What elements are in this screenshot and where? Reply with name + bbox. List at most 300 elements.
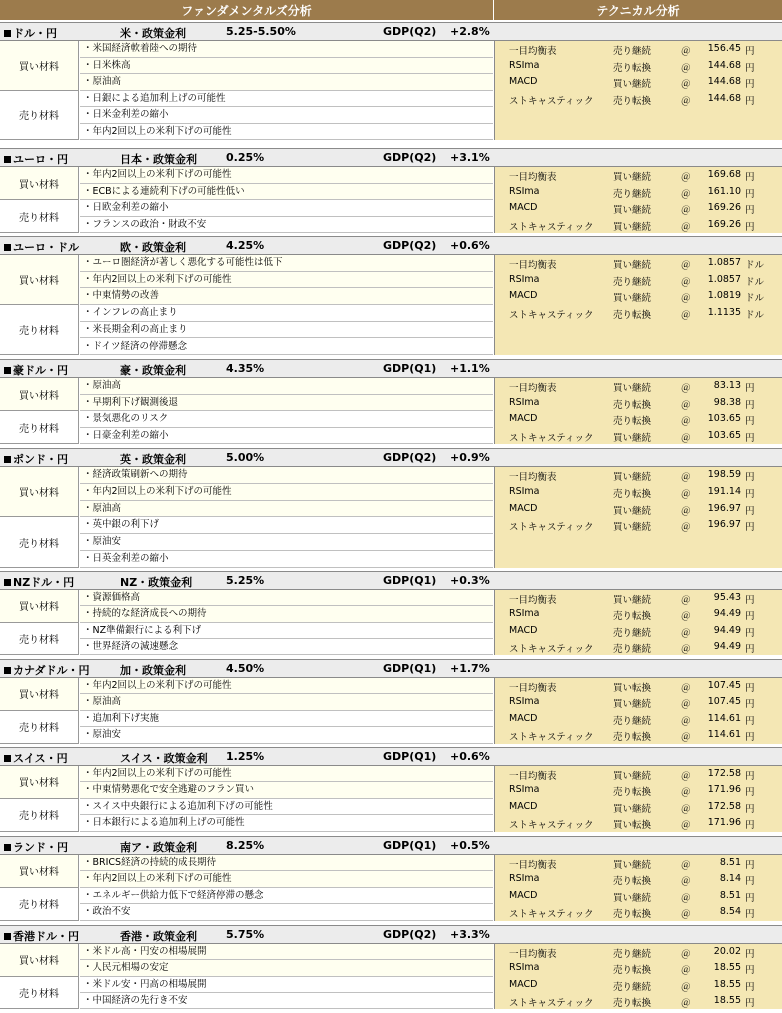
price-value: 95.43 bbox=[713, 592, 741, 603]
gdp-value: +1.1% bbox=[450, 362, 490, 375]
section-body bbox=[0, 855, 782, 921]
sell-factor-item: ・日米金利差の縮小 bbox=[80, 107, 493, 124]
sell-factor-item: ・中国経済の先行き不安 bbox=[80, 993, 493, 1009]
gdp-label: GDP(Q1) bbox=[383, 574, 437, 587]
price-value: 196.97 bbox=[707, 519, 741, 531]
technical-row bbox=[495, 946, 782, 962]
buy-factor-item: ・原油高 bbox=[80, 501, 493, 518]
indicator-name: RSIma bbox=[509, 784, 540, 796]
price-unit: 円 bbox=[745, 221, 755, 233]
indicator-name: ストキャスティック bbox=[509, 432, 594, 444]
at-symbol: ＠ bbox=[681, 62, 691, 74]
policy-rate-value: 5.25-5.50% bbox=[226, 25, 296, 38]
gdp-value: +2.8% bbox=[450, 25, 490, 38]
buy-factor-item: ・年内2回以上の米利下げの可能性 bbox=[80, 484, 493, 501]
price-unit: 円 bbox=[745, 771, 755, 782]
square-bullet-icon bbox=[4, 244, 11, 251]
price-value: 161.10 bbox=[707, 185, 741, 197]
policy-rate-value: 4.35% bbox=[226, 362, 265, 375]
indicator-name: ストキャスティック bbox=[509, 732, 594, 744]
price-unit: 円 bbox=[745, 488, 755, 500]
square-bullet-icon bbox=[4, 579, 11, 586]
policy-rate-value: 5.25% bbox=[226, 574, 265, 587]
at-symbol: ＠ bbox=[681, 732, 691, 744]
technical-row bbox=[495, 962, 782, 978]
sell-factor-item: ・日銀による追加利上げの可能性 bbox=[80, 91, 493, 108]
policy-rate-value: 4.50% bbox=[226, 662, 265, 675]
signal-status: 売り継続 bbox=[613, 627, 652, 639]
signal-status: 売り転換 bbox=[613, 965, 652, 977]
indicator-name: MACD bbox=[509, 413, 538, 424]
buy-factor-item: ・持続的な経済成長への期待 bbox=[80, 606, 493, 622]
price-value: 18.55 bbox=[713, 978, 741, 990]
currency-pair: 香港ドル・円 bbox=[4, 928, 79, 944]
buy-factor-item: ・原油高 bbox=[80, 694, 493, 710]
sell-factors-label: 売り材料 bbox=[0, 623, 79, 656]
section-header bbox=[0, 359, 782, 378]
sell-factors-label: 売り材料 bbox=[0, 517, 79, 567]
gdp-value: +0.9% bbox=[450, 451, 490, 464]
currency-section bbox=[0, 236, 782, 355]
indicator-name: RSIma bbox=[509, 485, 540, 497]
price-unit: 円 bbox=[745, 860, 755, 871]
technical-row bbox=[495, 729, 782, 745]
gdp-label: GDP(Q2) bbox=[383, 239, 437, 252]
signal-status: 買い継続 bbox=[613, 892, 652, 904]
technical-panel bbox=[494, 678, 782, 744]
currency-pair: NZドル・円 bbox=[4, 574, 74, 590]
price-unit: ドル bbox=[745, 310, 765, 322]
at-symbol: ＠ bbox=[681, 221, 691, 233]
signal-status: 買い継続 bbox=[613, 172, 652, 183]
buy-factors-label: 買い材料 bbox=[0, 766, 79, 799]
technical-row bbox=[495, 274, 782, 290]
sell-factor-item: ・日欧金利差の縮小 bbox=[80, 200, 493, 217]
currency-pair: ユーロ・円 bbox=[4, 151, 68, 167]
policy-rate-value: 4.25% bbox=[226, 239, 265, 252]
currency-section bbox=[0, 925, 782, 1009]
gdp-value: +3.1% bbox=[450, 151, 490, 164]
sell-factor-item: ・米長期金利の高止まり bbox=[80, 322, 493, 339]
signal-status: 買い転換 bbox=[613, 820, 652, 832]
indicator-name: 一目均衡表 bbox=[509, 949, 557, 960]
gdp-value: +0.6% bbox=[450, 750, 490, 763]
at-symbol: ＠ bbox=[681, 205, 691, 216]
signal-status: 買い継続 bbox=[613, 505, 652, 517]
price-value: 94.49 bbox=[713, 624, 741, 636]
indicator-name: RSIma bbox=[509, 962, 540, 974]
signal-status: 売り継続 bbox=[613, 276, 652, 288]
policy-rate-value: 1.25% bbox=[226, 750, 265, 763]
at-symbol: ＠ bbox=[681, 432, 691, 444]
sell-factor-item: ・ドイツ経済の停滞懸念 bbox=[80, 339, 493, 356]
square-bullet-icon bbox=[4, 456, 11, 463]
sell-factors-label: 売り材料 bbox=[0, 711, 79, 744]
buy-factor-item: ・米ドル高・円安の相場展開 bbox=[80, 944, 493, 960]
price-unit: 円 bbox=[745, 611, 755, 623]
indicator-name: 一目均衡表 bbox=[509, 860, 557, 871]
price-unit: 円 bbox=[745, 949, 755, 960]
at-symbol: ＠ bbox=[681, 416, 691, 427]
buy-factor-item: ・米国経済軟着陸への期待 bbox=[80, 41, 493, 58]
gdp-value: +3.3% bbox=[450, 928, 490, 941]
sell-factor-item: ・日本銀行による追加利上げの可能性 bbox=[80, 815, 493, 831]
at-symbol: ＠ bbox=[681, 172, 691, 183]
at-symbol: ＠ bbox=[681, 310, 691, 322]
buy-factor-item: ・人民元相場の安定 bbox=[80, 960, 493, 976]
currency-pair: 豪ドル・円 bbox=[4, 362, 68, 378]
section-header bbox=[0, 836, 782, 855]
technical-row bbox=[495, 93, 782, 109]
sell-factor-item: ・原油安 bbox=[80, 534, 493, 551]
technical-row bbox=[495, 857, 782, 873]
price-value: 171.96 bbox=[707, 817, 741, 829]
technical-row bbox=[495, 169, 782, 185]
technical-row bbox=[495, 380, 782, 396]
sell-factors-label: 売り材料 bbox=[0, 977, 79, 1010]
section-header bbox=[0, 236, 782, 255]
sell-factors-label: 売り材料 bbox=[0, 200, 79, 233]
technical-row bbox=[495, 680, 782, 696]
indicator-name: ストキャスティック bbox=[509, 522, 594, 534]
section-body bbox=[0, 590, 782, 655]
technical-row bbox=[495, 801, 782, 817]
technical-row bbox=[495, 486, 782, 502]
technical-row bbox=[495, 890, 782, 906]
buy-factors-label: 買い材料 bbox=[0, 378, 79, 411]
price-unit: 円 bbox=[745, 95, 755, 107]
section-body bbox=[0, 378, 782, 444]
price-value: 172.58 bbox=[707, 768, 741, 779]
technical-row bbox=[495, 257, 782, 273]
buy-factor-item: ・中東情勢悪化で安全逃避のフラン買い bbox=[80, 782, 493, 798]
currency-pair: ユーロ・ドル bbox=[4, 239, 79, 255]
price-value: 172.58 bbox=[707, 800, 741, 812]
price-unit: 円 bbox=[745, 820, 755, 832]
indicator-name: 一目均衡表 bbox=[509, 260, 557, 271]
sell-factor-item: ・米ドル安・円高の相場展開 bbox=[80, 977, 493, 993]
price-unit: 円 bbox=[745, 909, 755, 921]
buy-factors-label: 買い材料 bbox=[0, 41, 79, 91]
indicator-name: ストキャスティック bbox=[509, 221, 594, 233]
technical-row bbox=[495, 979, 782, 995]
price-value: 169.26 bbox=[707, 202, 741, 213]
price-value: 103.65 bbox=[707, 429, 741, 441]
indicator-name: 一目均衡表 bbox=[509, 172, 557, 183]
gdp-value: +1.7% bbox=[450, 662, 490, 675]
price-value: 18.55 bbox=[713, 962, 741, 974]
price-unit: 円 bbox=[745, 876, 755, 888]
technical-row bbox=[495, 202, 782, 218]
price-value: 156.45 bbox=[707, 43, 741, 54]
buy-factor-item: ・原油高 bbox=[80, 74, 493, 91]
policy-rate-name: 豪・政策金利 bbox=[120, 364, 186, 377]
gdp-label: GDP(Q2) bbox=[383, 151, 437, 164]
at-symbol: ＠ bbox=[681, 643, 691, 655]
price-value: 196.97 bbox=[707, 502, 741, 514]
indicator-name: 一目均衡表 bbox=[509, 595, 557, 606]
sell-factor-item: ・フランスの政治・財政不安 bbox=[80, 217, 493, 234]
at-symbol: ＠ bbox=[681, 595, 691, 606]
signal-status: 売り転換 bbox=[613, 488, 652, 500]
signal-status: 買い継続 bbox=[613, 771, 652, 782]
indicator-name: ストキャスティック bbox=[509, 95, 594, 107]
buy-factors-label: 買い材料 bbox=[0, 255, 79, 305]
indicator-name: 一目均衡表 bbox=[509, 771, 557, 782]
technical-row bbox=[495, 307, 782, 323]
price-value: 171.96 bbox=[707, 784, 741, 796]
sell-factor-item: ・景気悪化のリスク bbox=[80, 411, 493, 428]
section-body bbox=[0, 944, 782, 1009]
currency-section bbox=[0, 659, 782, 744]
indicator-name: RSIma bbox=[509, 273, 540, 285]
technical-row bbox=[495, 784, 782, 800]
signal-status: 売り継続 bbox=[613, 46, 652, 57]
gdp-label: GDP(Q2) bbox=[383, 451, 437, 464]
signal-status: 売り転換 bbox=[613, 909, 652, 921]
at-symbol: ＠ bbox=[681, 997, 691, 1009]
at-symbol: ＠ bbox=[681, 399, 691, 411]
price-unit: ドル bbox=[745, 276, 765, 288]
indicator-name: 一目均衡表 bbox=[509, 683, 557, 694]
technical-row bbox=[495, 503, 782, 519]
price-unit: 円 bbox=[745, 188, 755, 200]
currency-section bbox=[0, 148, 782, 233]
gdp-label: GDP(Q2) bbox=[383, 25, 437, 38]
price-unit: 円 bbox=[745, 643, 755, 655]
gdp-label: GDP(Q1) bbox=[383, 662, 437, 675]
sell-factors-label: 売り材料 bbox=[0, 411, 79, 444]
price-value: 103.65 bbox=[707, 413, 741, 424]
sell-factors-label: 売り材料 bbox=[0, 305, 79, 355]
at-symbol: ＠ bbox=[681, 860, 691, 871]
price-unit: 円 bbox=[745, 522, 755, 534]
indicator-name: RSIma bbox=[509, 696, 540, 708]
price-unit: 円 bbox=[745, 981, 755, 993]
signal-status: 売り転換 bbox=[613, 310, 652, 322]
price-value: 107.45 bbox=[707, 680, 741, 691]
at-symbol: ＠ bbox=[681, 505, 691, 517]
indicator-name: MACD bbox=[509, 502, 538, 514]
policy-rate-name: 米・政策金利 bbox=[120, 27, 186, 40]
signal-status: 買い継続 bbox=[613, 522, 652, 534]
buy-factor-item: ・年内2回以上の米利下げの可能性 bbox=[80, 272, 493, 289]
price-value: 8.54 bbox=[719, 906, 741, 918]
technical-row bbox=[495, 76, 782, 92]
currency-pair: ランド・円 bbox=[4, 839, 68, 855]
technical-panel bbox=[494, 41, 782, 140]
technical-row bbox=[495, 873, 782, 889]
at-symbol: ＠ bbox=[681, 787, 691, 799]
currency-pair: ドル・円 bbox=[4, 25, 57, 41]
section-header bbox=[0, 925, 782, 944]
at-symbol: ＠ bbox=[681, 909, 691, 921]
technical-panel bbox=[494, 766, 782, 832]
at-symbol: ＠ bbox=[681, 611, 691, 623]
price-value: 114.61 bbox=[707, 712, 741, 724]
price-value: 169.26 bbox=[707, 218, 741, 230]
square-bullet-icon bbox=[4, 367, 11, 374]
technical-row bbox=[495, 430, 782, 446]
at-symbol: ＠ bbox=[681, 965, 691, 977]
at-symbol: ＠ bbox=[681, 981, 691, 993]
gdp-label: GDP(Q1) bbox=[383, 839, 437, 852]
indicator-name: ストキャスティック bbox=[509, 997, 594, 1009]
buy-factor-item: ・BRICS経済の持続的成長期待 bbox=[80, 855, 493, 871]
signal-status: 買い継続 bbox=[613, 205, 652, 216]
fundamental-header: ファンダメンタルズ分析 bbox=[0, 0, 493, 20]
technical-row bbox=[495, 768, 782, 784]
at-symbol: ＠ bbox=[681, 949, 691, 960]
signal-status: 買い継続 bbox=[613, 699, 652, 711]
square-bullet-icon bbox=[4, 156, 11, 163]
policy-rate-name: 南ア・政策金利 bbox=[120, 841, 197, 854]
technical-row bbox=[495, 608, 782, 624]
price-value: 1.0857 bbox=[707, 273, 741, 285]
buy-factors-label: 買い材料 bbox=[0, 944, 79, 977]
technical-row bbox=[495, 397, 782, 413]
technical-panel bbox=[494, 378, 782, 444]
buy-factors-label: 買い材料 bbox=[0, 855, 79, 888]
price-value: 18.55 bbox=[713, 994, 741, 1006]
price-value: 98.38 bbox=[713, 396, 741, 408]
signal-status: 買い継続 bbox=[613, 432, 652, 444]
sell-factor-item: ・追加利下げ実施 bbox=[80, 711, 493, 727]
price-value: 94.49 bbox=[713, 608, 741, 620]
signal-status: 買い継続 bbox=[613, 221, 652, 233]
at-symbol: ＠ bbox=[681, 79, 691, 90]
sell-factor-item: ・英中銀の利下げ bbox=[80, 517, 493, 534]
sell-factor-item: ・エネルギー供給力低下で経済停滞の懸念 bbox=[80, 888, 493, 904]
buy-factor-item: ・年内2回以上の米利下げの可能性 bbox=[80, 871, 493, 887]
technical-panel bbox=[494, 590, 782, 655]
indicator-name: ストキャスティック bbox=[509, 643, 594, 655]
price-unit: 円 bbox=[745, 205, 755, 216]
section-body bbox=[0, 255, 782, 355]
price-unit: ドル bbox=[745, 260, 765, 271]
signal-status: 買い継続 bbox=[613, 595, 652, 606]
signal-status: 売り転換 bbox=[613, 416, 652, 427]
price-unit: 円 bbox=[745, 787, 755, 799]
price-unit: 円 bbox=[745, 732, 755, 744]
policy-rate-name: NZ・政策金利 bbox=[120, 576, 193, 589]
price-unit: 円 bbox=[745, 472, 755, 483]
indicator-name: ストキャスティック bbox=[509, 820, 594, 832]
policy-rate-name: 加・政策金利 bbox=[120, 664, 186, 677]
section-body bbox=[0, 678, 782, 744]
price-unit: 円 bbox=[745, 46, 755, 57]
at-symbol: ＠ bbox=[681, 383, 691, 394]
policy-rate-name: スイス・政策金利 bbox=[120, 752, 208, 765]
policy-rate-value: 5.75% bbox=[226, 928, 265, 941]
currency-section bbox=[0, 448, 782, 568]
technical-row bbox=[495, 290, 782, 306]
at-symbol: ＠ bbox=[681, 188, 691, 200]
indicator-name: 一目均衡表 bbox=[509, 472, 557, 483]
technical-row bbox=[495, 906, 782, 922]
price-unit: 円 bbox=[745, 965, 755, 977]
buy-factor-item: ・日米株高 bbox=[80, 58, 493, 75]
at-symbol: ＠ bbox=[681, 260, 691, 271]
at-symbol: ＠ bbox=[681, 276, 691, 288]
price-value: 144.68 bbox=[707, 92, 741, 104]
currency-pair: ポンド・円 bbox=[4, 451, 68, 467]
buy-factor-item: ・早期利下げ観測後退 bbox=[80, 395, 493, 412]
price-unit: 円 bbox=[745, 432, 755, 444]
sell-factor-item: ・NZ準備銀行による利下げ bbox=[80, 623, 493, 639]
section-header bbox=[0, 659, 782, 678]
technical-row bbox=[495, 413, 782, 429]
square-bullet-icon bbox=[4, 755, 11, 762]
policy-rate-name: 英・政策金利 bbox=[120, 453, 186, 466]
signal-status: 売り転換 bbox=[613, 876, 652, 888]
currency-section bbox=[0, 747, 782, 832]
sell-factor-item: ・年内2回以上の米利下げの可能性 bbox=[80, 124, 493, 141]
technical-row bbox=[495, 60, 782, 76]
indicator-name: 一目均衡表 bbox=[509, 46, 557, 57]
currency-section bbox=[0, 22, 782, 140]
indicator-name: ストキャスティック bbox=[509, 909, 594, 921]
technical-row bbox=[495, 817, 782, 833]
buy-factors-label: 買い材料 bbox=[0, 678, 79, 711]
gdp-value: +0.3% bbox=[450, 574, 490, 587]
signal-status: 買い継続 bbox=[613, 803, 652, 815]
price-unit: 円 bbox=[745, 803, 755, 815]
price-unit: 円 bbox=[745, 505, 755, 517]
sell-factor-item: ・政治不安 bbox=[80, 904, 493, 920]
signal-status: 売り転換 bbox=[613, 732, 652, 744]
price-unit: 円 bbox=[745, 79, 755, 90]
signal-status: 買い継続 bbox=[613, 260, 652, 271]
currency-section bbox=[0, 571, 782, 655]
policy-rate-value: 8.25% bbox=[226, 839, 265, 852]
buy-factor-item: ・年内2回以上の米利下げの可能性 bbox=[80, 167, 493, 184]
indicator-name: MACD bbox=[509, 624, 538, 636]
indicator-name: MACD bbox=[509, 712, 538, 724]
indicator-name: RSIma bbox=[509, 608, 540, 620]
section-header bbox=[0, 22, 782, 41]
price-unit: 円 bbox=[745, 383, 755, 394]
at-symbol: ＠ bbox=[681, 699, 691, 711]
currency-pair: スイス・円 bbox=[4, 750, 68, 766]
signal-status: 売り継続 bbox=[613, 981, 652, 993]
at-symbol: ＠ bbox=[681, 820, 691, 832]
technical-row bbox=[495, 519, 782, 535]
sell-factors-label: 売り材料 bbox=[0, 888, 79, 921]
signal-status: 買い継続 bbox=[613, 472, 652, 483]
technical-row bbox=[495, 43, 782, 59]
buy-factor-item: ・原油高 bbox=[80, 378, 493, 395]
price-value: 83.13 bbox=[713, 380, 741, 391]
price-unit: 円 bbox=[745, 62, 755, 74]
policy-rate-name: 香港・政策金利 bbox=[120, 930, 197, 943]
at-symbol: ＠ bbox=[681, 627, 691, 639]
price-value: 1.0857 bbox=[707, 257, 741, 268]
sell-factors-label: 売り材料 bbox=[0, 91, 79, 141]
sell-factor-item: ・日豪金利差の縮小 bbox=[80, 428, 493, 445]
technical-panel bbox=[494, 255, 782, 355]
price-unit: 円 bbox=[745, 595, 755, 606]
technical-panel bbox=[494, 167, 782, 233]
price-value: 20.02 bbox=[713, 946, 741, 957]
price-value: 8.51 bbox=[719, 857, 741, 868]
currency-pair: カナダドル・円 bbox=[4, 662, 89, 678]
square-bullet-icon bbox=[4, 667, 11, 674]
signal-status: 売り継続 bbox=[613, 188, 652, 200]
gdp-label: GDP(Q1) bbox=[383, 362, 437, 375]
section-body bbox=[0, 467, 782, 568]
section-body bbox=[0, 167, 782, 233]
